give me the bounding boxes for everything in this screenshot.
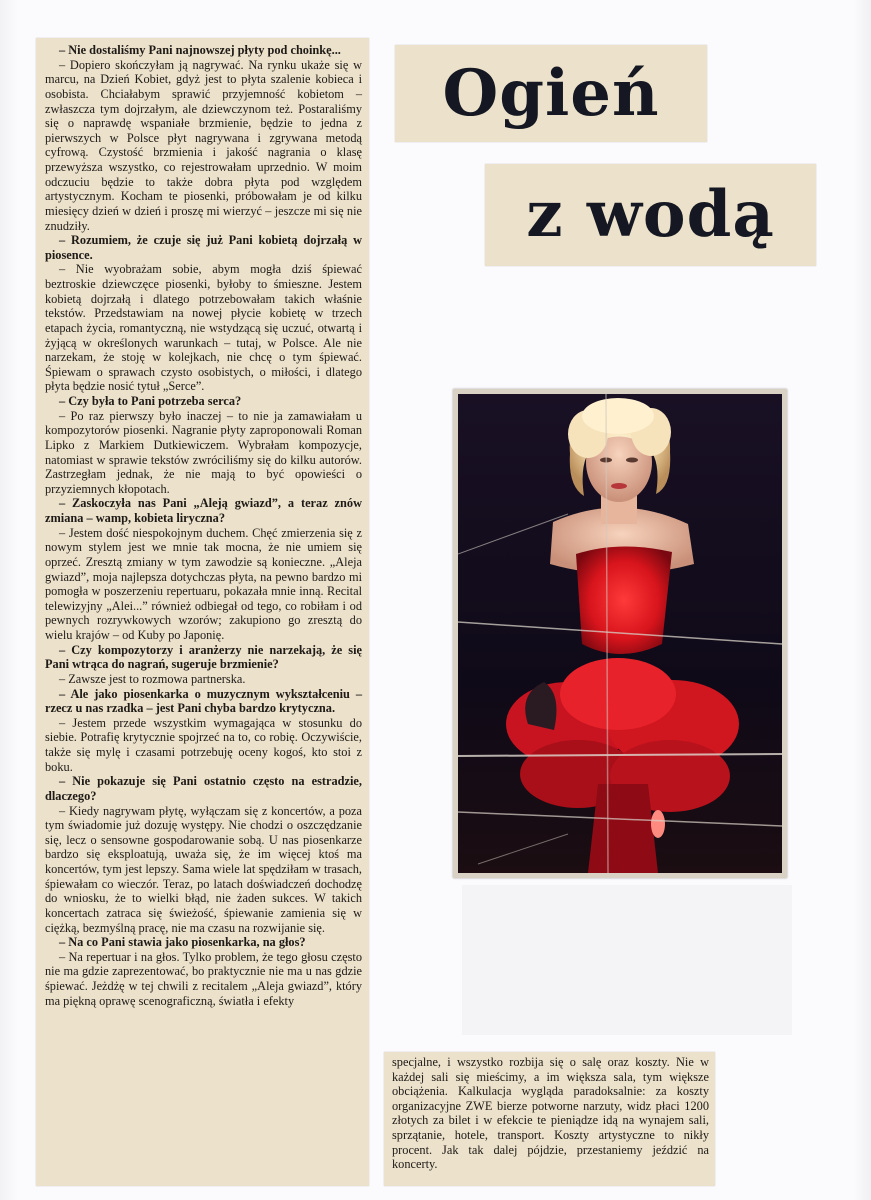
singer-photo xyxy=(453,389,787,878)
article-column xyxy=(36,38,369,1186)
interview-question: – Czy była to Pani potrzeba serca? xyxy=(59,394,242,408)
interview-answer: – Jestem dość niespokojnym duchem. Chęć zmierzenia się z nowym stylem jest we mnie tak mocna, że nie umiem się oprzeć. Zresztą zmiany w tym zawodzie są konieczne. „Aleja gwiazd”, moja najlepsza dotychczas płyta, na pewno bardzo mi pomogła w poszerzeniu repertuaru, pokazała mnie inną. Recital telewizyjny „Alei...” również odbiegał od tego, co robiłam i od pewnych rozrywkowych wzorów; zakupiono go zresztą do wielu krajów – od Kuby po Japonię. xyxy=(45,525,362,642)
show-through-area xyxy=(462,885,792,1035)
interview-question: – Nie pokazuje się Pani ostatnio często na estradzie, dlaczego? xyxy=(45,774,362,803)
continuation-paragraph: specjalne, i wszystko rozbija się o salę oraz koszty. Nie w każdej sali się mieścimy, a im większa sala, tym większe obciążenia. Kalkulacja wygląda paradoksalnie: za koszty organizacyjne ZWE bierze potworne narzuty, widz płaci 1200 złotych za bilet i w efekcie te pieniądze idą na wynajem sali, sprzątanie, hotele, transport. Koszty artystyczne to nikły procent. Jak tak dalej pójdzie, przestaniemy jeździć na koncerty. xyxy=(392,1055,709,1172)
title-line-1: Ogień xyxy=(442,55,660,131)
interview-answer: – Kiedy nagrywam płytę, wyłączam się z koncertów, a poza tym świadomie już dozuję występy. Nie chodzi o oszczędzanie się, lecz o sensowne gospodarowanie sobą. U nas piosenkarze bardzo się eksploatują, uważa się, że im więcej ktoś ma koncertów, tym jest lepszy. Sama wiele lat spędziłam w trasach, śpiewałam co wieczór. Teraz, po latach doświadczeń dochodzę do wniosku, że to wielki błąd, nie żaden sukces. W takich koncertach zatraca się świeżość, śpiewanie zamienia się w ciężką, bezmyślną pracę, nie ma czasu na rozwijanie się. xyxy=(45,803,362,935)
interview-answer: – Na repertuar i na głos. Tylko problem, że tego głosu często nie ma gdzie zaprezentować, bo praktycznie nie ma u nas gdzie śpiewać. Jeżdżę w tej chwili z recitalem „Aleja gwiazd”, który ma piękną oprawę scenograficzną, światła i efekty xyxy=(45,949,362,1008)
interview-question: – Ale jako piosenkarka o muzycznym wykształceniu – rzecz u nas rzadka – jest Pani chyba bardzo krytyczna. xyxy=(45,686,362,716)
interview-answer: – Nie wyobrażam sobie, abym mogła dziś śpiewać beztroskie dziewczęce piosenki, byłoby to śmieszne. Jestem kobietą dojrzałą i dlatego potrzebowałam takich właśnie tekstów. Przedstawiam na nowej płycie kobietę w trzech etapach życia, romantyczną, nie wstydzącą się uczuć, otwartą i żyjącą w określonych warunkach – tutaj, w Polsce. Ale nie narzekam, że stoję w kolejkach, nie chcę o tym śpiewać. Śpiewam o sprawach czysto osobistych, o miłości, i dlatego płyta będzie nosić tytuł „Serce”. xyxy=(45,262,362,394)
title-clipping-1 xyxy=(395,45,707,142)
interview-question: – Na co Pani stawia jako piosenkarka, na głos? xyxy=(59,935,306,950)
interview-answer: – Zawsze jest to rozmowa partnerska. xyxy=(59,671,246,686)
interview-question: – Zaskoczyła nas Pani „Aleją gwiazd”, a teraz znów zmiana – wamp, kobieta liryczna? xyxy=(45,496,362,525)
interview-answer: – Po raz pierwszy było inaczej – to nie ja zamawiałam u kompozytorów piosenki. Nagranie płyty zaproponowali Roman Lipko z Markiem Dutkiewiczem. Wybrałam kompozycje, natomiast w sprawie tekstów zwróciliśmy się do kilku autorów. Zastrzegłam jednak, że nie mają to być opowieści o przyziemnych kłopotach. xyxy=(45,408,362,496)
interview-question: – Czy kompozytorzy i aranżerzy nie narzekają, że się Pani wtrąca do nagrań, sugeruje brzmienie? xyxy=(45,642,362,672)
interview-answer: – Dopiero skończyłam ją nagrywać. Na rynku ukaże się w marcu, na Dzień Kobiet, gdyż jest to płyta szalenie kobieca i osobista. Chciałabym sprawić przyjemność kobietom – zwłaszcza tym dojrzałym, ale dziewczynom też. Postaraliśmy się o naprawdę wspaniałe brzmienie, będzie to jedna z pierwszych w Polsce płyt nagrywana i zgrywana metodą cyfrową. Czystość brzmienia i jakość nagrania o klasę przewyższa wszystko, co rejestrowałam uprzednio. W moim odczuciu będzie to także dobra płyta pod względem artystycznym. Kocham te piosenki, próbowałam je od kilku miesięcy dzień w dzień i proszę mi wierzyć – jeszcze mi się nie znudziły. xyxy=(45,57,362,233)
interview-answer: – Jestem przede wszystkim wymagająca w stosunku do siebie. Potrafię krytycznie spojrzeć na to, co robię. Oczywiście, także się mylę i czasami potrzebuję oceny kogoś, kto stoi z boku. xyxy=(45,715,362,774)
interview-question: – Nie dostaliśmy Pani najnowszej płyty pod choinkę... xyxy=(59,43,341,57)
interview-question: – Rozumiem, że czuje się już Pani kobietą dojrzałą w piosence. xyxy=(45,233,362,262)
title-clipping-2 xyxy=(485,164,816,266)
article-continuation xyxy=(384,1052,715,1186)
title-line-2: z wodą xyxy=(526,177,775,252)
singer-photo-image xyxy=(458,394,782,873)
